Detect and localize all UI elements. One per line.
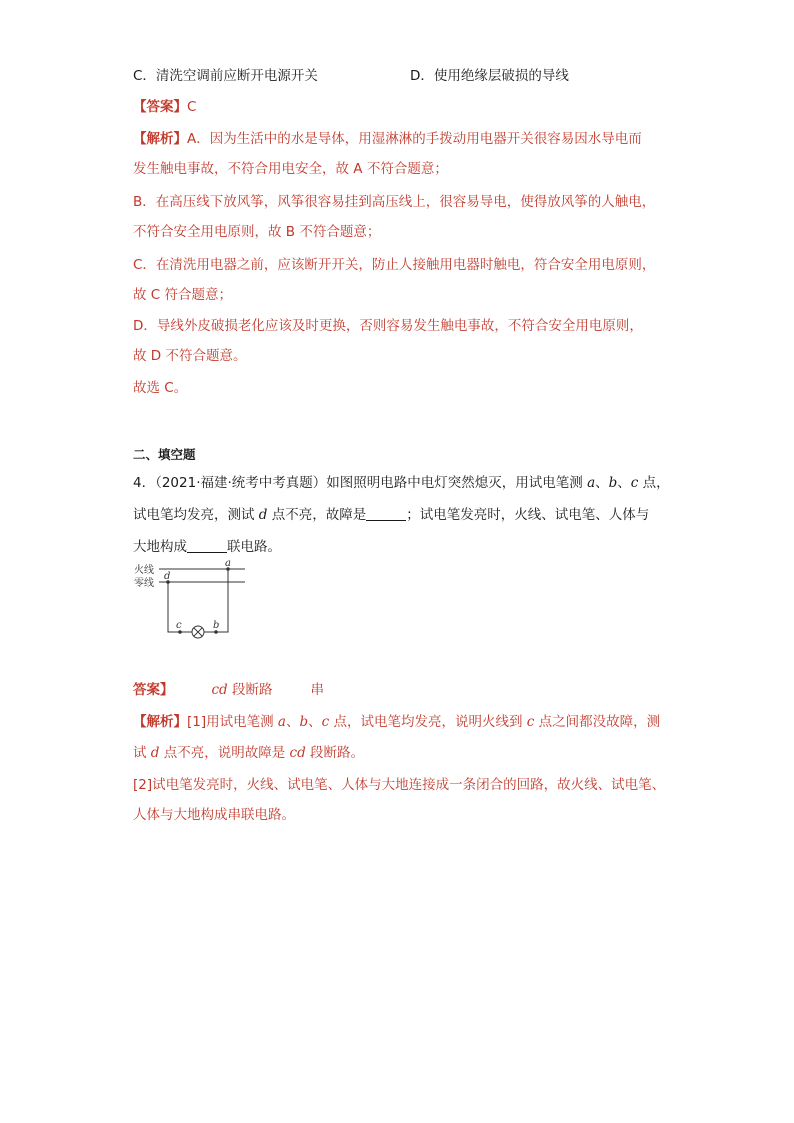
q3-answer	[133, 97, 196, 117]
option-c: C．清洗空调前应断开电源开关	[133, 68, 318, 84]
stem-text: 试电笔均发亮，测试	[133, 507, 259, 523]
answer-2: 串	[310, 682, 324, 698]
analysis-text: 、	[285, 714, 300, 730]
circuit-diagram	[133, 560, 253, 640]
q4-analysis-line	[133, 712, 660, 732]
analysis-text: A．因为生活中的水是导体，用湿淋淋的手拨动用电器开关很容易因水导电而	[187, 131, 642, 147]
label-b: b	[213, 620, 220, 631]
stem-text: 点，	[638, 475, 670, 491]
answer-label: 【答案】	[133, 99, 187, 115]
q4-stem-line	[133, 473, 670, 493]
q4-stem-line	[133, 505, 649, 525]
q4-analysis-line: 人体与大地构成串联电路。	[133, 807, 295, 823]
q3-analysis-line	[133, 129, 642, 149]
label-c: c	[176, 620, 182, 631]
q4-answer	[133, 680, 324, 700]
stem-text: 大地构成	[133, 539, 187, 555]
point-label: c	[630, 475, 639, 491]
q4-stem-line	[133, 537, 281, 557]
section-title: 二、填空题	[133, 447, 196, 462]
stem-text: 4．（2021·福建·统考中考真题）如图照明电路中电灯突然熄灭，用试电笔测	[133, 475, 588, 491]
stem-text: 联电路。	[227, 539, 281, 555]
analysis-text: 试	[133, 745, 151, 761]
answer-value: C	[187, 99, 197, 115]
label-d: d	[164, 571, 171, 582]
live-wire-label: 火线	[134, 565, 154, 576]
analysis-text: [1]用试电笔测	[187, 714, 278, 730]
point-label: d	[258, 507, 268, 523]
option-c-row	[133, 66, 318, 86]
point-label: b	[608, 475, 618, 491]
analysis-text: 点不亮，说明故障是	[159, 745, 290, 761]
analysis-text: 点，试电笔均发亮，说明火线到	[329, 714, 527, 730]
q3-analysis-line: 故 D 不符合题意。	[133, 348, 247, 364]
stem-text: 、	[617, 475, 631, 491]
point-label: cd	[289, 745, 306, 761]
answer-label: 答案】	[133, 682, 174, 698]
q3-analysis-line: 不符合安全用电原则，故 B 不符合题意；	[133, 224, 381, 240]
q3-analysis-line: 发生触电事故，不符合用电安全，故 A 不符合题意；	[133, 161, 448, 177]
q4-analysis-line	[133, 743, 364, 763]
point-label: b	[299, 714, 309, 730]
stem-text: ；试电笔发亮时，火线、试电笔、人体与	[406, 507, 650, 523]
q3-analysis-line: B．在高压线下放风筝，风筝很容易挂到高压线上，很容易导电，使得放风筝的人触电，	[133, 194, 656, 210]
point-label: c	[321, 714, 330, 730]
option-d: D．使用绝缘层破损的导线	[410, 68, 569, 84]
q3-analysis-line: C．在清洗用电器之前，应该断开开关，防止人接触用电器时触电，符合安全用电原则，	[133, 257, 656, 273]
label-a: a	[225, 560, 231, 569]
analysis-text: 点之间都没故障，测	[534, 714, 661, 730]
answer-blank-2[interactable]	[187, 538, 227, 553]
neutral-wire-label: 零线	[134, 578, 154, 589]
point-label: d	[150, 745, 160, 761]
analysis-label: 【解析】	[133, 131, 187, 147]
answer-blank-1[interactable]	[366, 506, 406, 521]
q4-analysis-line: [2]试电笔发亮时，火线、试电笔、人体与大地连接成一条闭合的回路，故火线、试电笔、	[133, 777, 666, 793]
stem-text: 、	[595, 475, 609, 491]
point-label: a	[587, 475, 596, 491]
point-label: a	[277, 714, 286, 730]
answer-1: cd	[211, 682, 228, 698]
analysis-text: 、	[308, 714, 322, 730]
analysis-text: 段断路。	[305, 745, 365, 761]
q3-conclusion: 故选 C。	[133, 380, 188, 396]
q3-analysis-line: D．导线外皮破损老化应该及时更换，否则容易发生触电事故，不符合安全用电原则，	[133, 318, 643, 334]
answer-1-suffix: 段断路	[227, 682, 273, 698]
point-label: c	[526, 714, 535, 730]
q3-analysis-line: 故 C 符合题意；	[133, 287, 233, 303]
stem-text: 点不亮，故障是	[267, 507, 367, 523]
analysis-label: 【解析】	[133, 714, 187, 730]
